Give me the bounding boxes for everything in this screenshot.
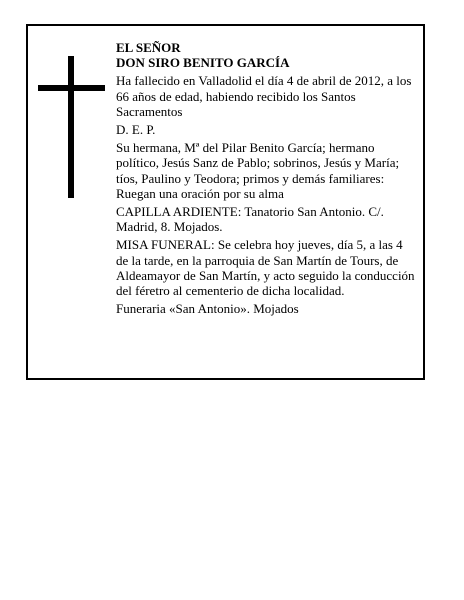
family-list: Su hermana, Mª del Pilar Benito García; hermano político, Jesús Sanz de Pablo; sobrinos, Jesús y María; tíos, Paulino y Teodora; primos y demás familiares: Ruegan una oración por su alma (116, 140, 400, 201)
cross-horizontal-bar (38, 85, 105, 91)
deceased-name: DON SIRO BENITO GARCÍA (116, 55, 290, 71)
deceased-title: EL SEÑOR (116, 40, 181, 55)
funeral-mass-info: MISA FUNERAL: Se celebra hoy jueves, día 5, a las 4 de la tarde, en la parroquia de San Martín de Tours, de Aldeamayor de San Martín, y acto seguido la conducción del féretro al cementerio de dicha localidad. (116, 237, 415, 299)
obituary-notice-frame (26, 24, 425, 380)
death-announcement: Ha fallecido en Valladolid el día 4 de abril de 2012, a los 66 años de edad, habiendo recibido los Santos Sacramentos (116, 73, 412, 119)
rip-text: D. E. P. (116, 122, 156, 138)
obituary-text (116, 40, 416, 319)
funeral-chapel-info: CAPILLA ARDIENTE: Tanatorio San Antonio. C/. Madrid, 8. Mojados. (116, 204, 384, 235)
funeral-home: Funeraria «San Antonio». Mojados (116, 301, 299, 317)
cross-vertical-bar (68, 56, 74, 198)
